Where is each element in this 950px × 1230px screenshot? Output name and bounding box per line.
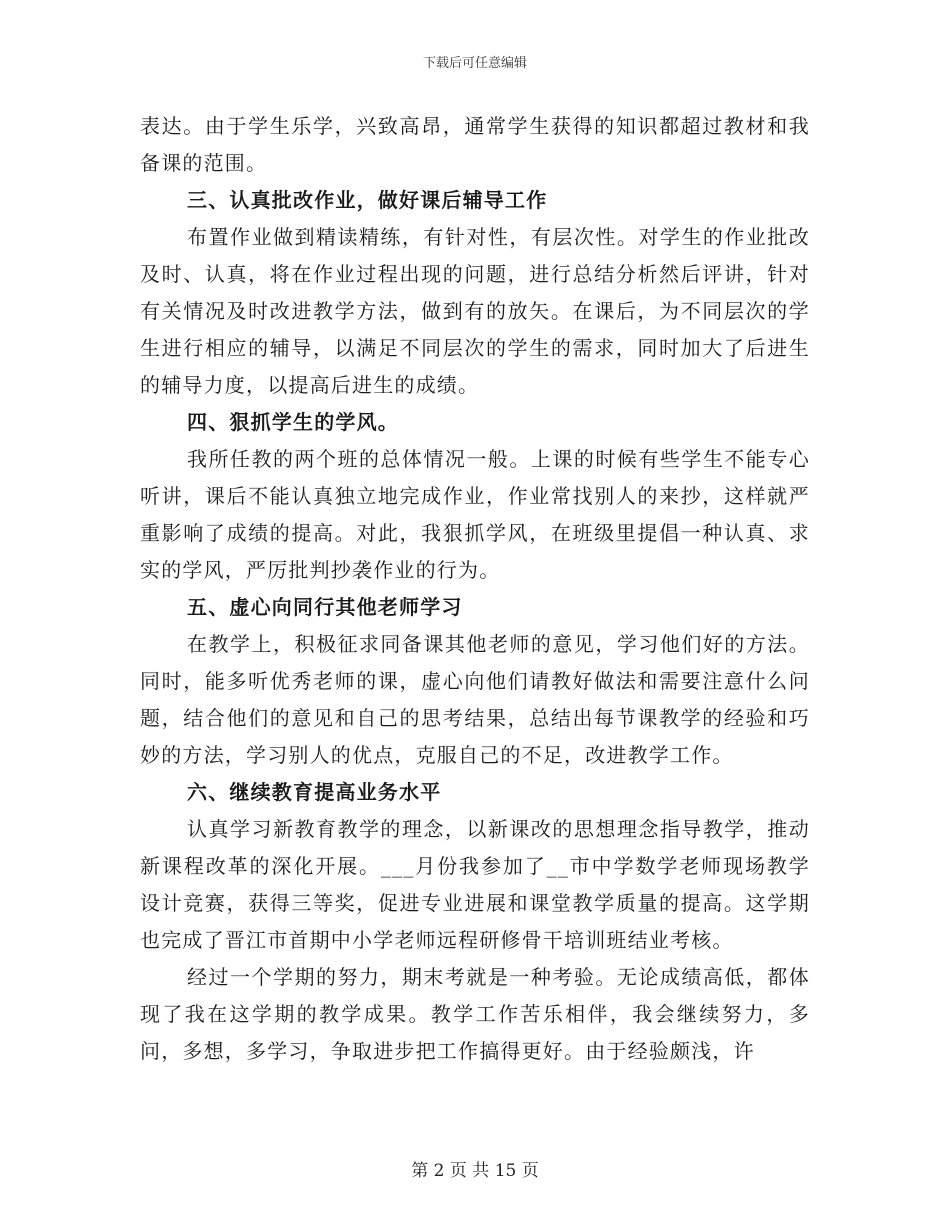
section-heading-6: 六、继续教育提高业务水平 — [187, 780, 442, 804]
paragraph-section-6: 认真学习新教育教学的理念，以新课改的思想理念指导教学，推动新课程改革的深化开展。___月份我参加了__市中学数学老师现场教学设计竞赛，获得三等奖，促进专业进展和课堂教学质量的提高。这学期也完成了晋江市首期中小学老师远程研修骨干培训班结业考核。 — [140, 817, 810, 952]
page-header: 下载后可任意编辑 — [422, 56, 527, 71]
section-heading-3: 三、认真批改作业，做好课后辅导工作 — [187, 188, 548, 212]
section-heading-4: 四、狠抓学生的学风。 — [187, 410, 399, 434]
paragraph-conclusion: 经过一个学期的努力，期末考就是一种考验。无论成绩高低，都体现了我在这学期的教学成果。教学工作苦乐相伴，我会继续努力，多问，多想，多学习，争取进步把工作搞得更好。由于经验颇浅，许 — [140, 965, 810, 1063]
paragraph-section-3: 布置作业做到精读精练，有针对性，有层次性。对学生的作业批改及时、认真，将在作业过程出现的问题，进行总结分析然后评讲，针对有关情况及时改进教学方法，做到有的放矢。在课后，为不同层次的学生进行相应的辅导，以满足不同层次的学生的需求，同时加大了后进生的辅导力度，以提高后进生的成绩。 — [140, 225, 810, 397]
section-heading-5: 五、虚心向同行其他老师学习 — [187, 595, 463, 619]
page-number: 第 2 页 共 15 页 — [411, 1161, 539, 1181]
document-body — [140, 108, 810, 1070]
paragraph-section-4: 我所任教的两个班的总体情况一般。上课的时候有些学生不能专心听讲，课后不能认真独立地完成作业，作业常找别人的来抄，这样就严重影响了成绩的提高。对此，我狠抓学风，在班级里提倡一种认真、求实的学风，严厉批判抄袭作业的行为。 — [140, 447, 810, 582]
paragraph-intro: 表达。由于学生乐学，兴致高昂，通常学生获得的知识都超过教材和我备课的范围。 — [140, 114, 810, 175]
paragraph-section-5: 在教学上，积极征求同备课其他老师的意见，学习他们好的方法。同时，能多听优秀老师的课，虚心向他们请教好做法和需要注意什么问题，结合他们的意见和自己的思考结果，总结出每节课教学的经验和巧妙的方法，学习别人的优点，克服自己的不足，改进教学工作。 — [140, 632, 810, 767]
